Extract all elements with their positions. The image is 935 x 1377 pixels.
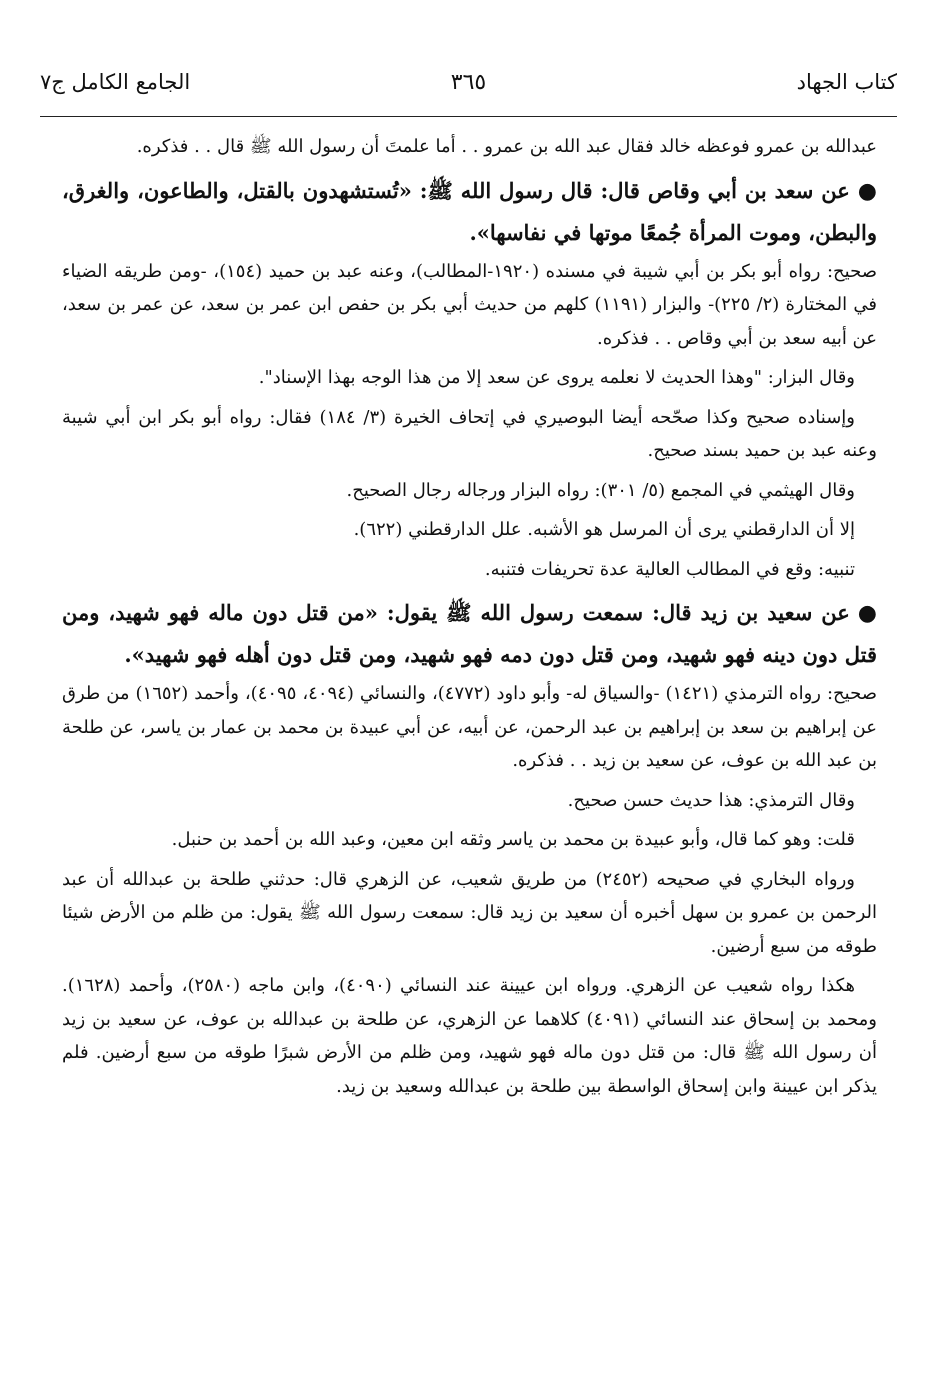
hadith-paragraph bbox=[62, 170, 877, 253]
bullet-icon: ● bbox=[857, 177, 877, 204]
commentary-paragraph bbox=[62, 513, 877, 547]
commentary-paragraph bbox=[62, 361, 877, 395]
bullet-icon: ● bbox=[857, 600, 877, 626]
commentary-paragraph bbox=[62, 969, 877, 1103]
paragraph-text: وقال الهيثمي في المجمع (٥/ ٣٠١): رواه البزار ورجاله رجال الصحيح. bbox=[346, 479, 855, 501]
commentary-paragraph bbox=[62, 784, 877, 818]
commentary-paragraph bbox=[62, 474, 877, 508]
commentary-paragraph bbox=[62, 130, 877, 164]
commentary-paragraph bbox=[62, 863, 877, 964]
paragraph-text: عبدالله بن عمرو فوعظه خالد فقال عبد الله بن عمرو . . أما علمتَ أن رسول الله ﷺ قال . . فذكره. bbox=[136, 136, 877, 157]
book-title: الجامع الكامل ج٧ bbox=[40, 70, 191, 94]
paragraph-text: صحيح: رواه أبو بكر بن أبي شيبة في مسنده (١٩٢٠-المطالب)، وعنه عبد بن حميد (١٥٤)، -ومن طريقه الضياء في المختارة (٢/ ٢٢٥)- والبزار (١١٩١) كلهم من حديث أبي بكر بن حفص ابن عمر بن سعد، عن عمر بن سعد، عن أبيه سعد بن أبي وقاص . . فذكره. bbox=[62, 260, 878, 349]
paragraph-text: قلت: وهو كما قال، وأبو عبيدة بن محمد بن ياسر وثقه ابن معين، وعبد الله بن أحمد بن حنبل. bbox=[171, 829, 855, 850]
commentary-paragraph bbox=[62, 401, 877, 468]
page-body bbox=[62, 130, 877, 1109]
paragraph-text: عن سعد بن أبي وقاص قال: قال رسول الله ﷺ: «تُستشهدون بالقتل، والطاعون، والغرق، والبطن، وموت المرأة جُمعًا موتها في نفاسها». bbox=[62, 177, 877, 245]
paragraph-text: ورواه البخاري في صحيحه (٢٤٥٢) من طريق شعيب، عن الزهري قال: حدثني طلحة بن عبدالله أن عبد الرحمن بن عمرو بن سهل أخبره أن سعيد بن زيد قال: سمعت رسول الله ﷺ يقول: من ظلم من الأرض شيئا طوقه من سبع أرضين. bbox=[62, 868, 877, 957]
paragraph-text: تنبيه: وقع في المطالب العالية عدة تحريفات فتنبه. bbox=[484, 558, 855, 580]
hadith-paragraph bbox=[62, 592, 877, 675]
paragraph-text: هكذا رواه شعيب عن الزهري. ورواه ابن عيينة عند النسائي (٤٠٩٠)، وابن ماجه (٢٥٨٠)، وأحمد (١٦٢٨). ومحمد بن إسحاق عند النسائي (٤٠٩١) كلاهما عن الزهري، عن طلحة بن عبدالله بن عوف، عن سعيد بن زيد أن رسول الله ﷺ قال: من قتل دون ماله فهو شهيد، ومن ظلم من الأرض شبرًا طوقه من سبع أرضين. فلم يذكر ابن عيينة وابن إسحاق الواسطة بين طلحة بن عبدالله وسعيد بن زيد. bbox=[62, 975, 877, 1097]
commentary-paragraph bbox=[62, 255, 877, 356]
page-number: ٣٦٥ bbox=[450, 70, 487, 95]
commentary-paragraph bbox=[62, 823, 877, 857]
paragraph-text: وإسناده صحيح وكذا صحّحه أيضا البوصيري في إتحاف الخيرة (٣/ ١٨٤) فقال: رواه أبو بكر ابن أبي شيبة وعنه عبد بن حميد بسند صحيح. bbox=[62, 406, 877, 461]
commentary-paragraph bbox=[62, 553, 877, 587]
paragraph-text: وقال الترمذي: هذا حديث حسن صحيح. bbox=[567, 789, 855, 811]
chapter-title: كتاب الجهاد bbox=[796, 70, 897, 94]
paragraph-text: وقال البزار: "وهذا الحديث لا نعلمه يروى عن سعد إلا من هذا الوجه بهذا الإسناد". bbox=[258, 367, 855, 388]
page-header bbox=[40, 64, 897, 117]
paragraph-text: عن سعيد بن زيد قال: سمعت رسول الله ﷺ يقول: «من قتل دون ماله فهو شهيد، ومن قتل دون دينه فهو شهيد، ومن قتل دون دمه فهو شهيد، ومن قتل دون أهله فهو شهيد». bbox=[62, 600, 877, 667]
commentary-paragraph bbox=[62, 677, 877, 778]
paragraph-text: إلا أن الدارقطني يرى أن المرسل هو الأشبه. علل الدارقطني (٦٢٢). bbox=[353, 519, 855, 540]
paragraph-text: صحيح: رواه الترمذي (١٤٢١) -والسياق له- وأبو داود (٤٧٧٢)، والنسائي (٤٠٩٤، ٤٠٩٥)، وأحمد (١٦٥٢) من طرق عن إبراهيم بن سعد بن إبراهيم بن عبد الرحمن، عن أبيه، عن أبي عبيدة بن محمد بن عمار بن ياسر، عن طلحة بن عبد الله بن عوف، عن سعيد بن زيد . . فذكره. bbox=[62, 683, 877, 771]
